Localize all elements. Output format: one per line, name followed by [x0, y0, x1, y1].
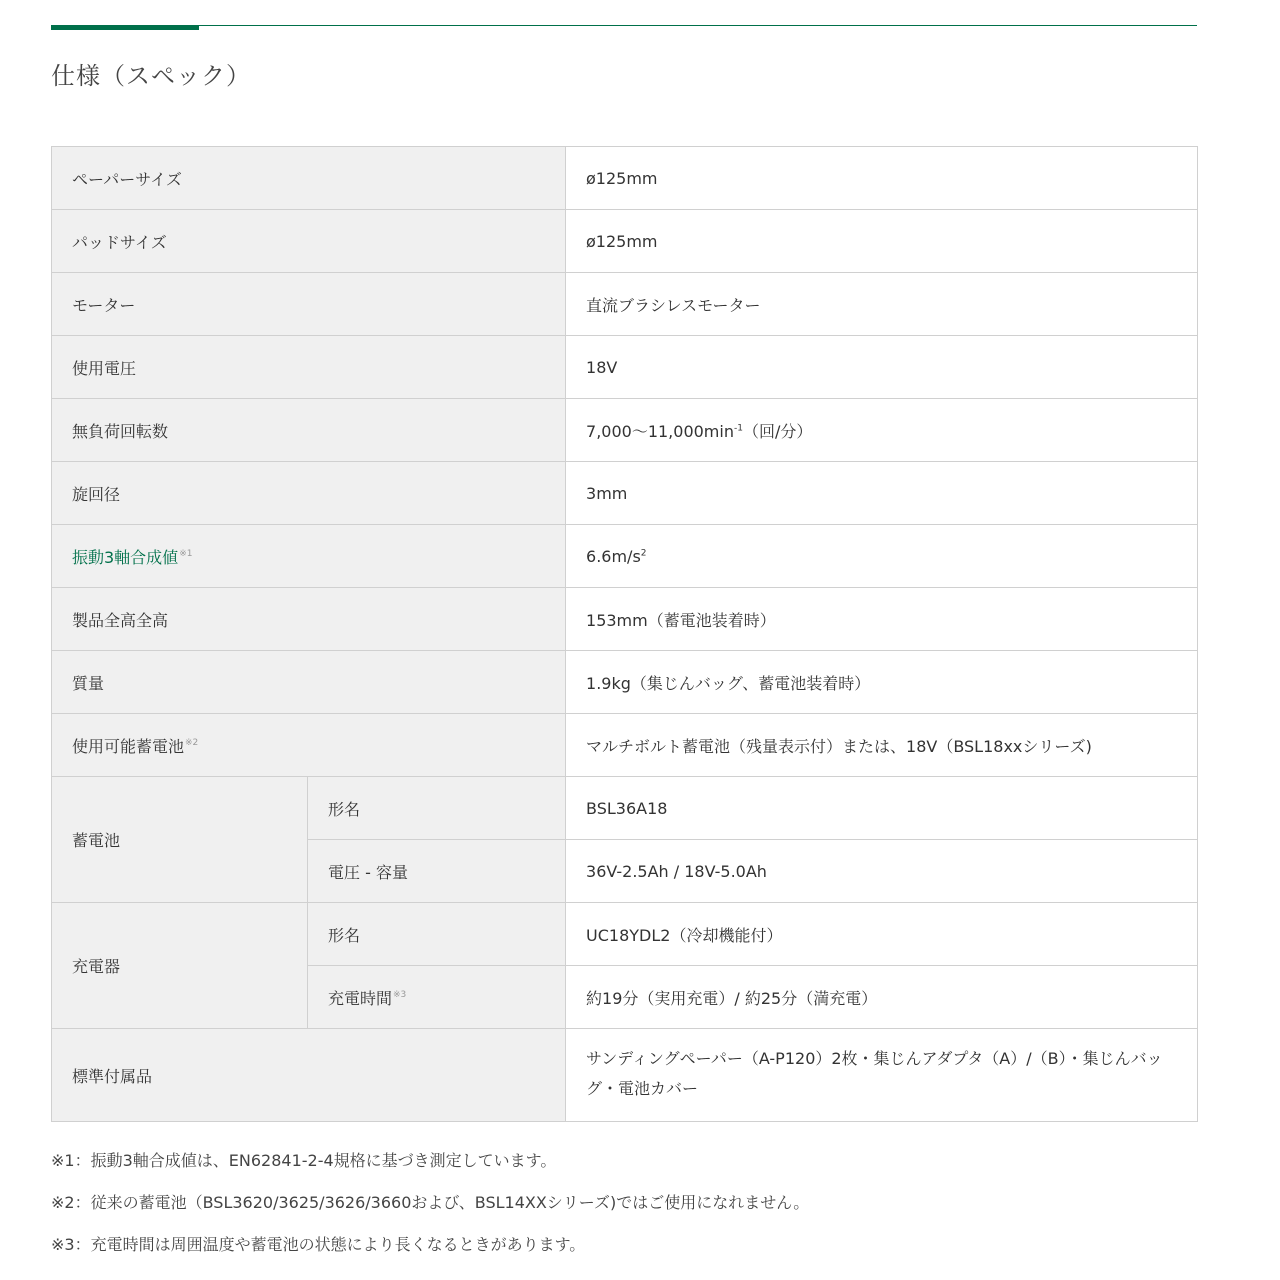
usable-battery-label: 使用可能蓄電池 [72, 736, 185, 756]
table-row [52, 903, 1198, 966]
speed-value-unit: （回/分） [742, 421, 813, 441]
speed-value-exponent: -1 [733, 423, 743, 434]
spec-label: モーター [52, 273, 566, 336]
page-title: 仕様（スペック） [51, 62, 251, 90]
vibration-label-link[interactable]: 振動3軸合成値 [72, 547, 179, 567]
spec-value: マルチボルト蓄電池（残量表示付）または、18V（BSL18xxシリーズ) [566, 714, 1198, 777]
table-row [52, 588, 1198, 651]
top-rule-line [51, 25, 1197, 26]
spec-value: 約19分（実用充電）/ 約25分（満充電） [566, 966, 1198, 1029]
spec-label: ペーパーサイズ [52, 147, 566, 210]
footnote-mark: ※1 [179, 549, 193, 560]
spec-value: 18V [566, 336, 1198, 399]
spec-value [566, 525, 1198, 588]
table-row [52, 147, 1198, 210]
spec-sublabel: 電圧 - 容量 [308, 840, 566, 903]
spec-label: 製品全高全高 [52, 588, 566, 651]
table-row [52, 777, 1198, 840]
spec-label: 質量 [52, 651, 566, 714]
table-row [52, 462, 1198, 525]
spec-table [51, 146, 1198, 1122]
table-row [52, 273, 1198, 336]
table-row [52, 399, 1198, 462]
table-row [52, 1029, 1198, 1122]
spec-value: 直流ブラシレスモーター [566, 273, 1198, 336]
table-row [52, 525, 1198, 588]
footnote-3: ※3：充電時間は周囲温度や蓄電池の状態により長くなるときがあります。 [51, 1235, 586, 1254]
table-row [52, 210, 1198, 273]
spec-label: 使用電圧 [52, 336, 566, 399]
spec-sublabel [308, 966, 566, 1029]
spec-value: 1.9kg（集じんバッグ、蓄電池装着時） [566, 651, 1198, 714]
vibration-value-main: 6.6m/s [586, 546, 641, 566]
table-row [52, 651, 1198, 714]
spec-value: 3mm [566, 462, 1198, 525]
charge-time-label: 充電時間 [328, 988, 393, 1008]
spec-value [566, 399, 1198, 462]
charger-group-label: 充電器 [52, 903, 308, 1029]
spec-value: BSL36A18 [566, 777, 1198, 840]
spec-value: ø125mm [566, 147, 1198, 210]
vibration-value-exponent: 2 [640, 548, 647, 559]
footnote-2: ※2：従来の蓄電池（BSL3620/3625/3626/3660および、BSL14XXシリーズ)ではご使用になれません。 [51, 1193, 810, 1212]
spec-label: パッドサイズ [52, 210, 566, 273]
footnote-1: ※1：振動3軸合成値は、EN62841-2-4規格に基づき測定しています。 [51, 1151, 557, 1170]
battery-group-label: 蓄電池 [52, 777, 308, 903]
spec-label [52, 714, 566, 777]
table-row [52, 714, 1198, 777]
spec-sublabel: 形名 [308, 903, 566, 966]
spec-label: 無負荷回転数 [52, 399, 566, 462]
speed-value-main: 7,000～11,000min [586, 421, 734, 441]
spec-label: 標準付属品 [52, 1029, 566, 1122]
spec-sublabel: 形名 [308, 777, 566, 840]
top-rule-accent [51, 25, 199, 30]
spec-value: 36V-2.5Ah / 18V-5.0Ah [566, 840, 1198, 903]
section-top-rule [51, 23, 1197, 31]
spec-label: 旋回径 [52, 462, 566, 525]
spec-value: 153mm（蓄電池装着時） [566, 588, 1198, 651]
table-row [52, 336, 1198, 399]
spec-label [52, 525, 566, 588]
footnote-mark: ※2 [185, 738, 199, 749]
footnotes [51, 1150, 809, 1276]
spec-value: サンディングペーパー（A-P120）2枚・集じんアダプタ（A）/（B）・集じんバッグ・電池カバー [566, 1029, 1198, 1122]
spec-value: ø125mm [566, 210, 1198, 273]
spec-value: UC18YDL2（冷却機能付） [566, 903, 1198, 966]
footnote-mark: ※3 [393, 990, 407, 1001]
